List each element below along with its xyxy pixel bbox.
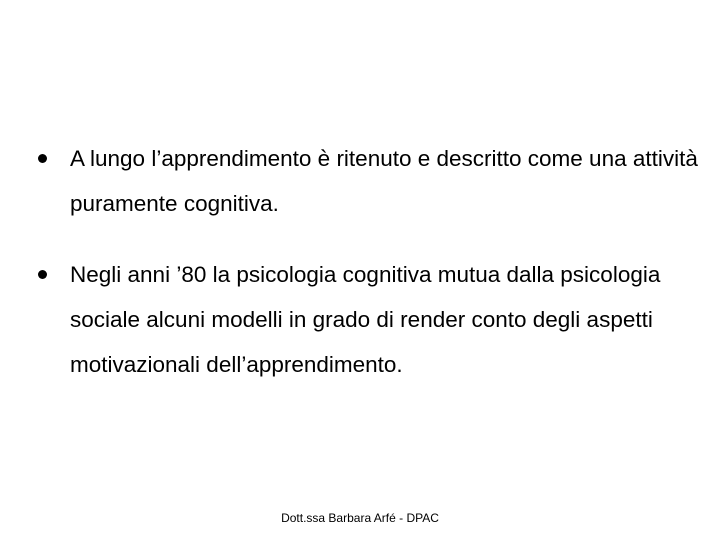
bullet-list (38, 136, 698, 413)
bullet-dot-icon (38, 270, 47, 279)
bullet-dot-icon (38, 154, 47, 163)
bullet-text: A lungo l’apprendimento è ritenuto e descritto come una attività puramente cognitiva. (70, 146, 698, 216)
footer-credit: Dott.ssa Barbara Arfé - DPAC (281, 511, 439, 525)
bullet-item-2 (38, 252, 698, 387)
bullet-item-1 (38, 136, 698, 226)
bullet-text: Negli anni ’80 la psicologia cognitiva mutua dalla psicologia sociale alcuni modelli in grado di render conto degli aspetti motivazionali dell’apprendimento. (70, 262, 661, 377)
